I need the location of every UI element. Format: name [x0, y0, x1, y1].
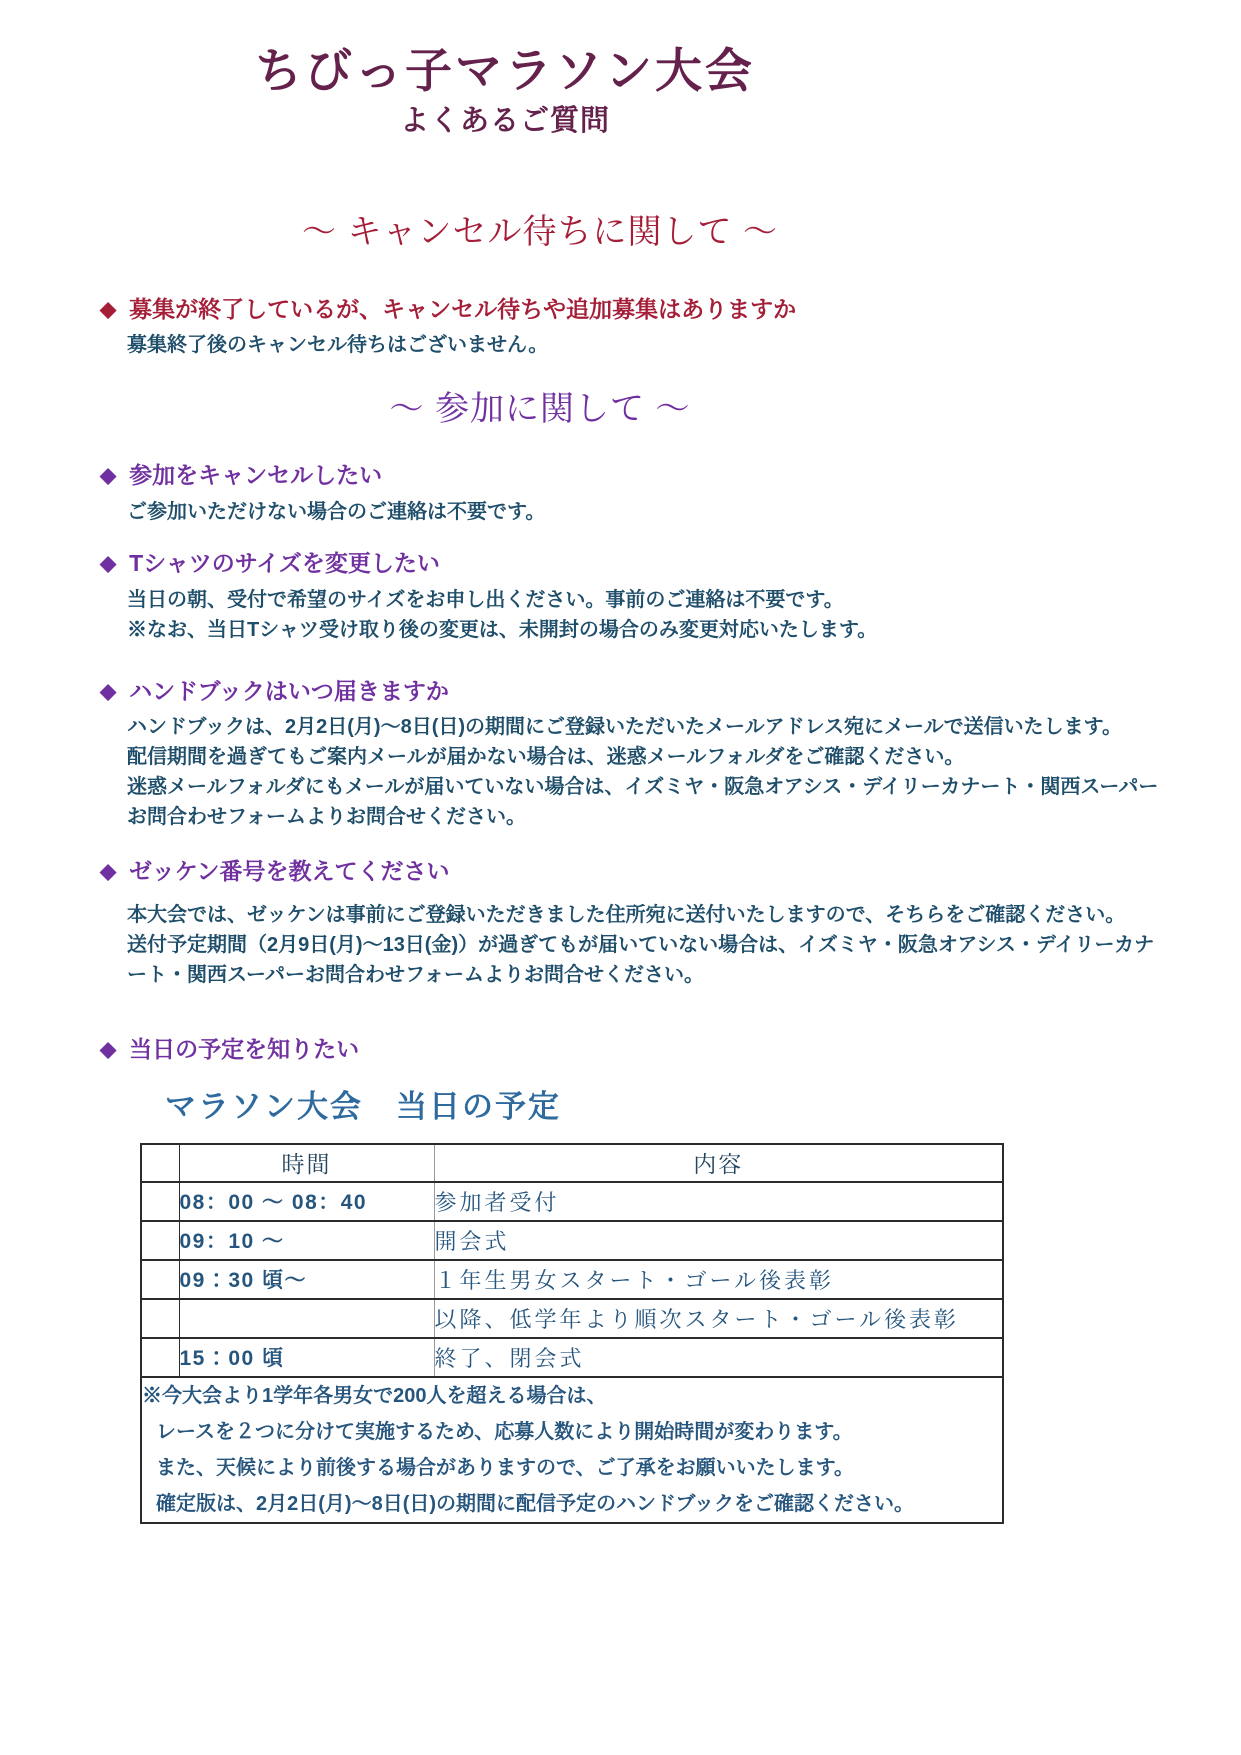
- question-bib-number: [100, 857, 1241, 886]
- schedule-row: [141, 1338, 1003, 1377]
- schedule-row: [141, 1221, 1003, 1260]
- section-heading-cancel-wait: ～ キャンセル待ちに関して ～: [302, 213, 778, 252]
- schedule-row: [141, 1182, 1003, 1221]
- answer-line: 当日の朝、受付で希望のサイズをお申し出ください。事前のご連絡は不要です。: [127, 588, 844, 611]
- schedule-table: [140, 1143, 1004, 1524]
- schedule-note-line: また、天候により前後する場合がありますので、ご了承をお願いいたします。: [156, 1456, 854, 1479]
- answer-tshirt-size: [127, 585, 1167, 645]
- schedule-mark-cell: [141, 1299, 179, 1338]
- answer-cancel-wait-extra-recruit: [127, 330, 1167, 360]
- question-text: ハンドブックはいつ届きますか: [129, 677, 449, 704]
- schedule-time: 09：10 ～: [179, 1221, 434, 1260]
- schedule-time: 08：00 ～ 08：40: [179, 1182, 434, 1221]
- schedule-content: 終了、閉会式: [434, 1338, 1003, 1377]
- section-heading-participation: ～ 参加に関して ～: [389, 389, 691, 428]
- schedule-header-row: [141, 1144, 1003, 1182]
- question-cancel-wait-extra-recruit: [100, 295, 1241, 324]
- schedule-note-line: ※今大会より1学年各男女で200人を超える場合は、: [142, 1384, 607, 1407]
- answer-cancel-participation: [127, 497, 1167, 527]
- schedule-mark-cell: [141, 1338, 179, 1377]
- answer-line: 募集終了後のキャンセル待ちはございません。: [127, 333, 549, 356]
- page-subtitle: よくあるご質問: [399, 104, 610, 137]
- schedule-mark-cell: [141, 1221, 179, 1260]
- answer-bib-number: [127, 900, 1167, 990]
- answer-line: ご参加いただけない場合のご連絡は不要です。: [127, 501, 546, 524]
- schedule-content: 参加者受付: [434, 1182, 1003, 1221]
- title-block: [0, 0, 1010, 140]
- diamond-bullet-icon: ◆: [100, 297, 117, 321]
- schedule-header-content: 内容: [434, 1144, 1003, 1182]
- page-title: ちびっ子マラソン大会: [255, 44, 755, 97]
- schedule-header-time: 時間: [179, 1144, 434, 1182]
- diamond-bullet-icon: ◆: [100, 552, 117, 576]
- schedule-content: 以降、低学年より順次スタート・ゴール後表彰: [434, 1299, 1003, 1338]
- schedule-note-line: レースを２つに分けて実施するため、応募人数により開始時間が変わります。: [156, 1420, 853, 1443]
- question-text: 募集が終了しているが、キャンセル待ちや追加募集はありますか: [129, 295, 797, 322]
- answer-line: 配信期間を過ぎてもご案内メールが届かない場合は、迷惑メールフォルダをご確認ください。: [127, 745, 965, 768]
- schedule-time: 09：30 頃～: [179, 1260, 434, 1299]
- question-text: Tシャツのサイズを変更したい: [129, 550, 440, 577]
- schedule-row: [141, 1260, 1003, 1299]
- diamond-bullet-icon: ◆: [100, 859, 117, 883]
- schedule-mark-cell: [141, 1260, 179, 1299]
- question-text: ゼッケン番号を教えてください: [129, 857, 450, 884]
- question-text: 当日の予定を知りたい: [129, 1036, 360, 1063]
- diamond-bullet-icon: ◆: [100, 1038, 117, 1062]
- diamond-bullet-icon: ◆: [100, 679, 117, 703]
- schedule-title: マラソン大会 当日の予定: [165, 1089, 561, 1125]
- schedule-notes-row: [141, 1377, 1003, 1523]
- schedule-time: 15：00 頃: [179, 1338, 434, 1377]
- question-handbook-delivery: [100, 677, 1241, 706]
- answer-line: ※なお、当日Tシャツ受け取り後の変更は、未開封の場合のみ変更対応いたします。: [127, 618, 878, 641]
- schedule-notes: [141, 1377, 1003, 1523]
- schedule-content: １年生男女スタート・ゴール後表彰: [434, 1260, 1003, 1299]
- answer-line: 送付予定期間（2月9日(月)～13日(金)）が過ぎてもが届いていない場合は、イズミヤ・阪急オアシス・デイリーカナート・関西スーパーお問合わせフォームよりお問合せください。: [127, 934, 1155, 987]
- answer-handbook-delivery: [127, 712, 1167, 832]
- question-tshirt-size: [100, 549, 1241, 578]
- answer-line: 迷惑メールフォルダにもメールが届いていない場合は、イズミヤ・阪急オアシス・デイリーカナート・関西スーパーお問合わせフォームよりお問合せください。: [127, 775, 1159, 828]
- answer-line: 本大会では、ゼッケンは事前にご登録いただきました住所宛に送付いたしますので、そちらをご確認ください。: [127, 904, 1126, 927]
- schedule-header-mark: [141, 1144, 179, 1182]
- answer-line: ハンドブックは、2月2日(月)～8日(日)の期間にご登録いただいたメールアドレス宛にメールで送信いたします。: [127, 715, 1123, 738]
- schedule-time: [179, 1299, 434, 1338]
- question-day-schedule: [100, 1035, 1241, 1064]
- schedule-note-line: 確定版は、2月2日(月)～8日(日)の期間に配信予定のハンドブックをご確認ください。: [156, 1492, 915, 1515]
- question-text: 参加をキャンセルしたい: [129, 462, 383, 489]
- schedule-mark-cell: [141, 1182, 179, 1221]
- question-cancel-participation: [100, 461, 1241, 490]
- schedule-content: 開会式: [434, 1221, 1003, 1260]
- schedule-row: [141, 1299, 1003, 1338]
- diamond-bullet-icon: ◆: [100, 464, 117, 488]
